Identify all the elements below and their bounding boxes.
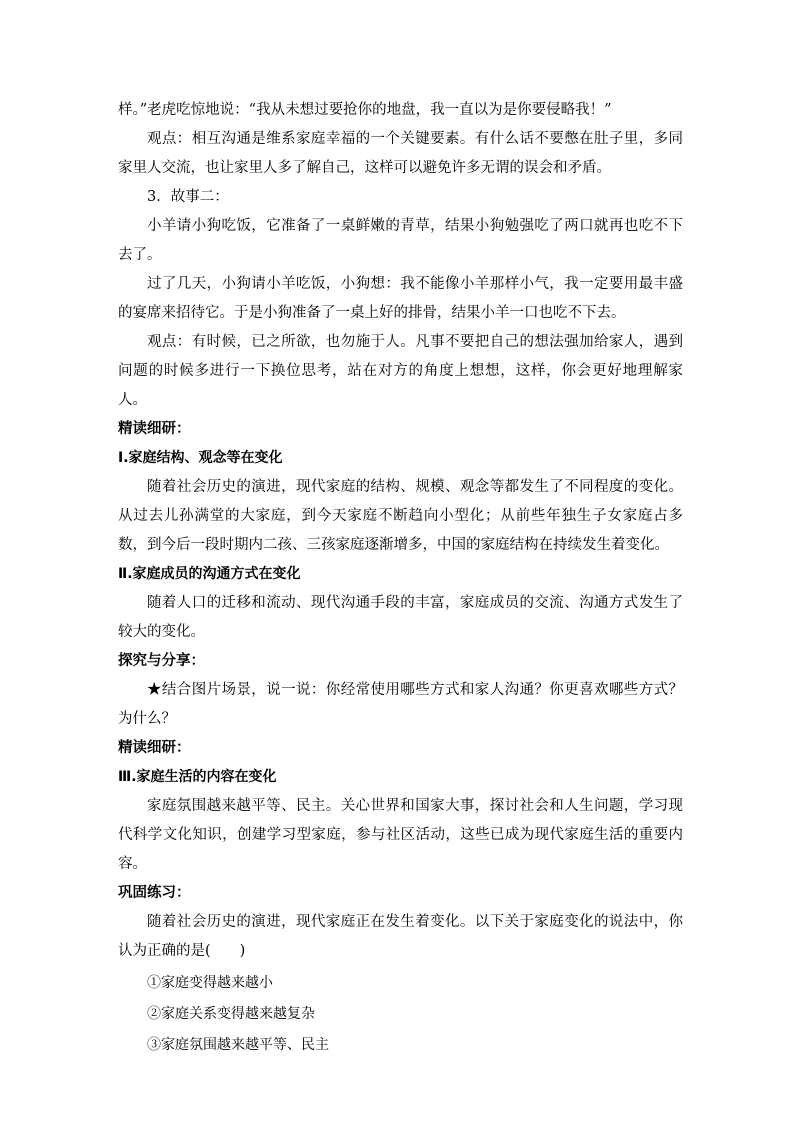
heading-practice: 巩固练习： (118, 885, 191, 901)
section-3-text: 家庭氛围越来越平等、民主。关心世界和国家大事，探讨社会和人生问题，学习现代科学文化知识，创建学习型家庭，参与社区活动，这些已成为现代家庭生活的重要内容。 (118, 798, 683, 872)
heading-explore-share: 探究与分享： (118, 653, 205, 669)
section-1-text: 随着社会历史的演进，现代家庭的结构、规模、观念等都发生了不同程度的变化。从过去儿孙满堂的大家庭，到今天家庭不断趋向小型化；从前些年独生子女家庭占多数，到今后一段时期内二孩、三孩家庭逐渐增多，中国的家庭结构在持续发生着变化。 (118, 479, 683, 553)
viewpoint-2: 观点：有时候，已之所欲，也勿施于人。凡事不要把自己的想法强加给家人，遇到问题的时候多进行一下换位思考，站在对方的角度上想想，这样，你会更好地理解家人。 (118, 334, 683, 408)
viewpoint-1: 观点：相互沟通是维系家庭幸福的一个关键要素。有什么话不要憋在肚子里，多同家里人交流，也让家里人多了解自己，这样可以避免许多无谓的误会和矛盾。 (118, 131, 683, 176)
document-page (118, 96, 683, 1061)
story1-ending: 样。”老虎吃惊地说：“我从未想过要抢你的地盘，我一直以为是你要侵略我！” (118, 102, 612, 118)
section-3-title: Ⅲ.家庭生活的内容在变化 (118, 769, 277, 785)
explore-prompt: ★结合图片场景，说一说：你经常使用哪些方式和家人沟通？你更喜欢哪些方式？为什么？ (118, 682, 683, 727)
section-2-text: 随着人口的迁移和流动、现代沟通手段的丰富，家庭成员的交流、沟通方式发生了较大的变化。 (118, 595, 683, 640)
story2-paragraph-2: 过了几天，小狗请小羊吃饭，小狗想：我不能像小羊那样小气，我一定要用最丰盛的宴席来招待它。于是小狗准备了一桌上好的排骨，结果小羊一口也吃不下去。 (118, 276, 683, 321)
option-2: ②家庭关系变得越来越复杂 (147, 1006, 315, 1022)
section-2-title: Ⅱ.家庭成员的沟通方式在变化 (118, 566, 301, 582)
story2-paragraph-1: 小羊请小狗吃饭，它准备了一桌鲜嫩的青草，结果小狗勉强吃了两口就再也吃不下去了。 (118, 218, 683, 263)
option-1: ①家庭变得越来越小 (147, 975, 273, 991)
story2-title: 3．故事二： (147, 189, 229, 205)
heading-close-reading-1: 精读细研： (118, 421, 191, 437)
section-1-title: Ⅰ.家庭结构、观念等在变化 (118, 450, 283, 466)
practice-question: 随着社会历史的演进，现代家庭正在发生着变化。以下关于家庭变化的说法中，你认为正确的是( ) (118, 914, 683, 959)
heading-close-reading-2: 精读细研： (118, 740, 191, 756)
option-3: ③家庭氛围越来越平等、民主 (147, 1037, 329, 1053)
